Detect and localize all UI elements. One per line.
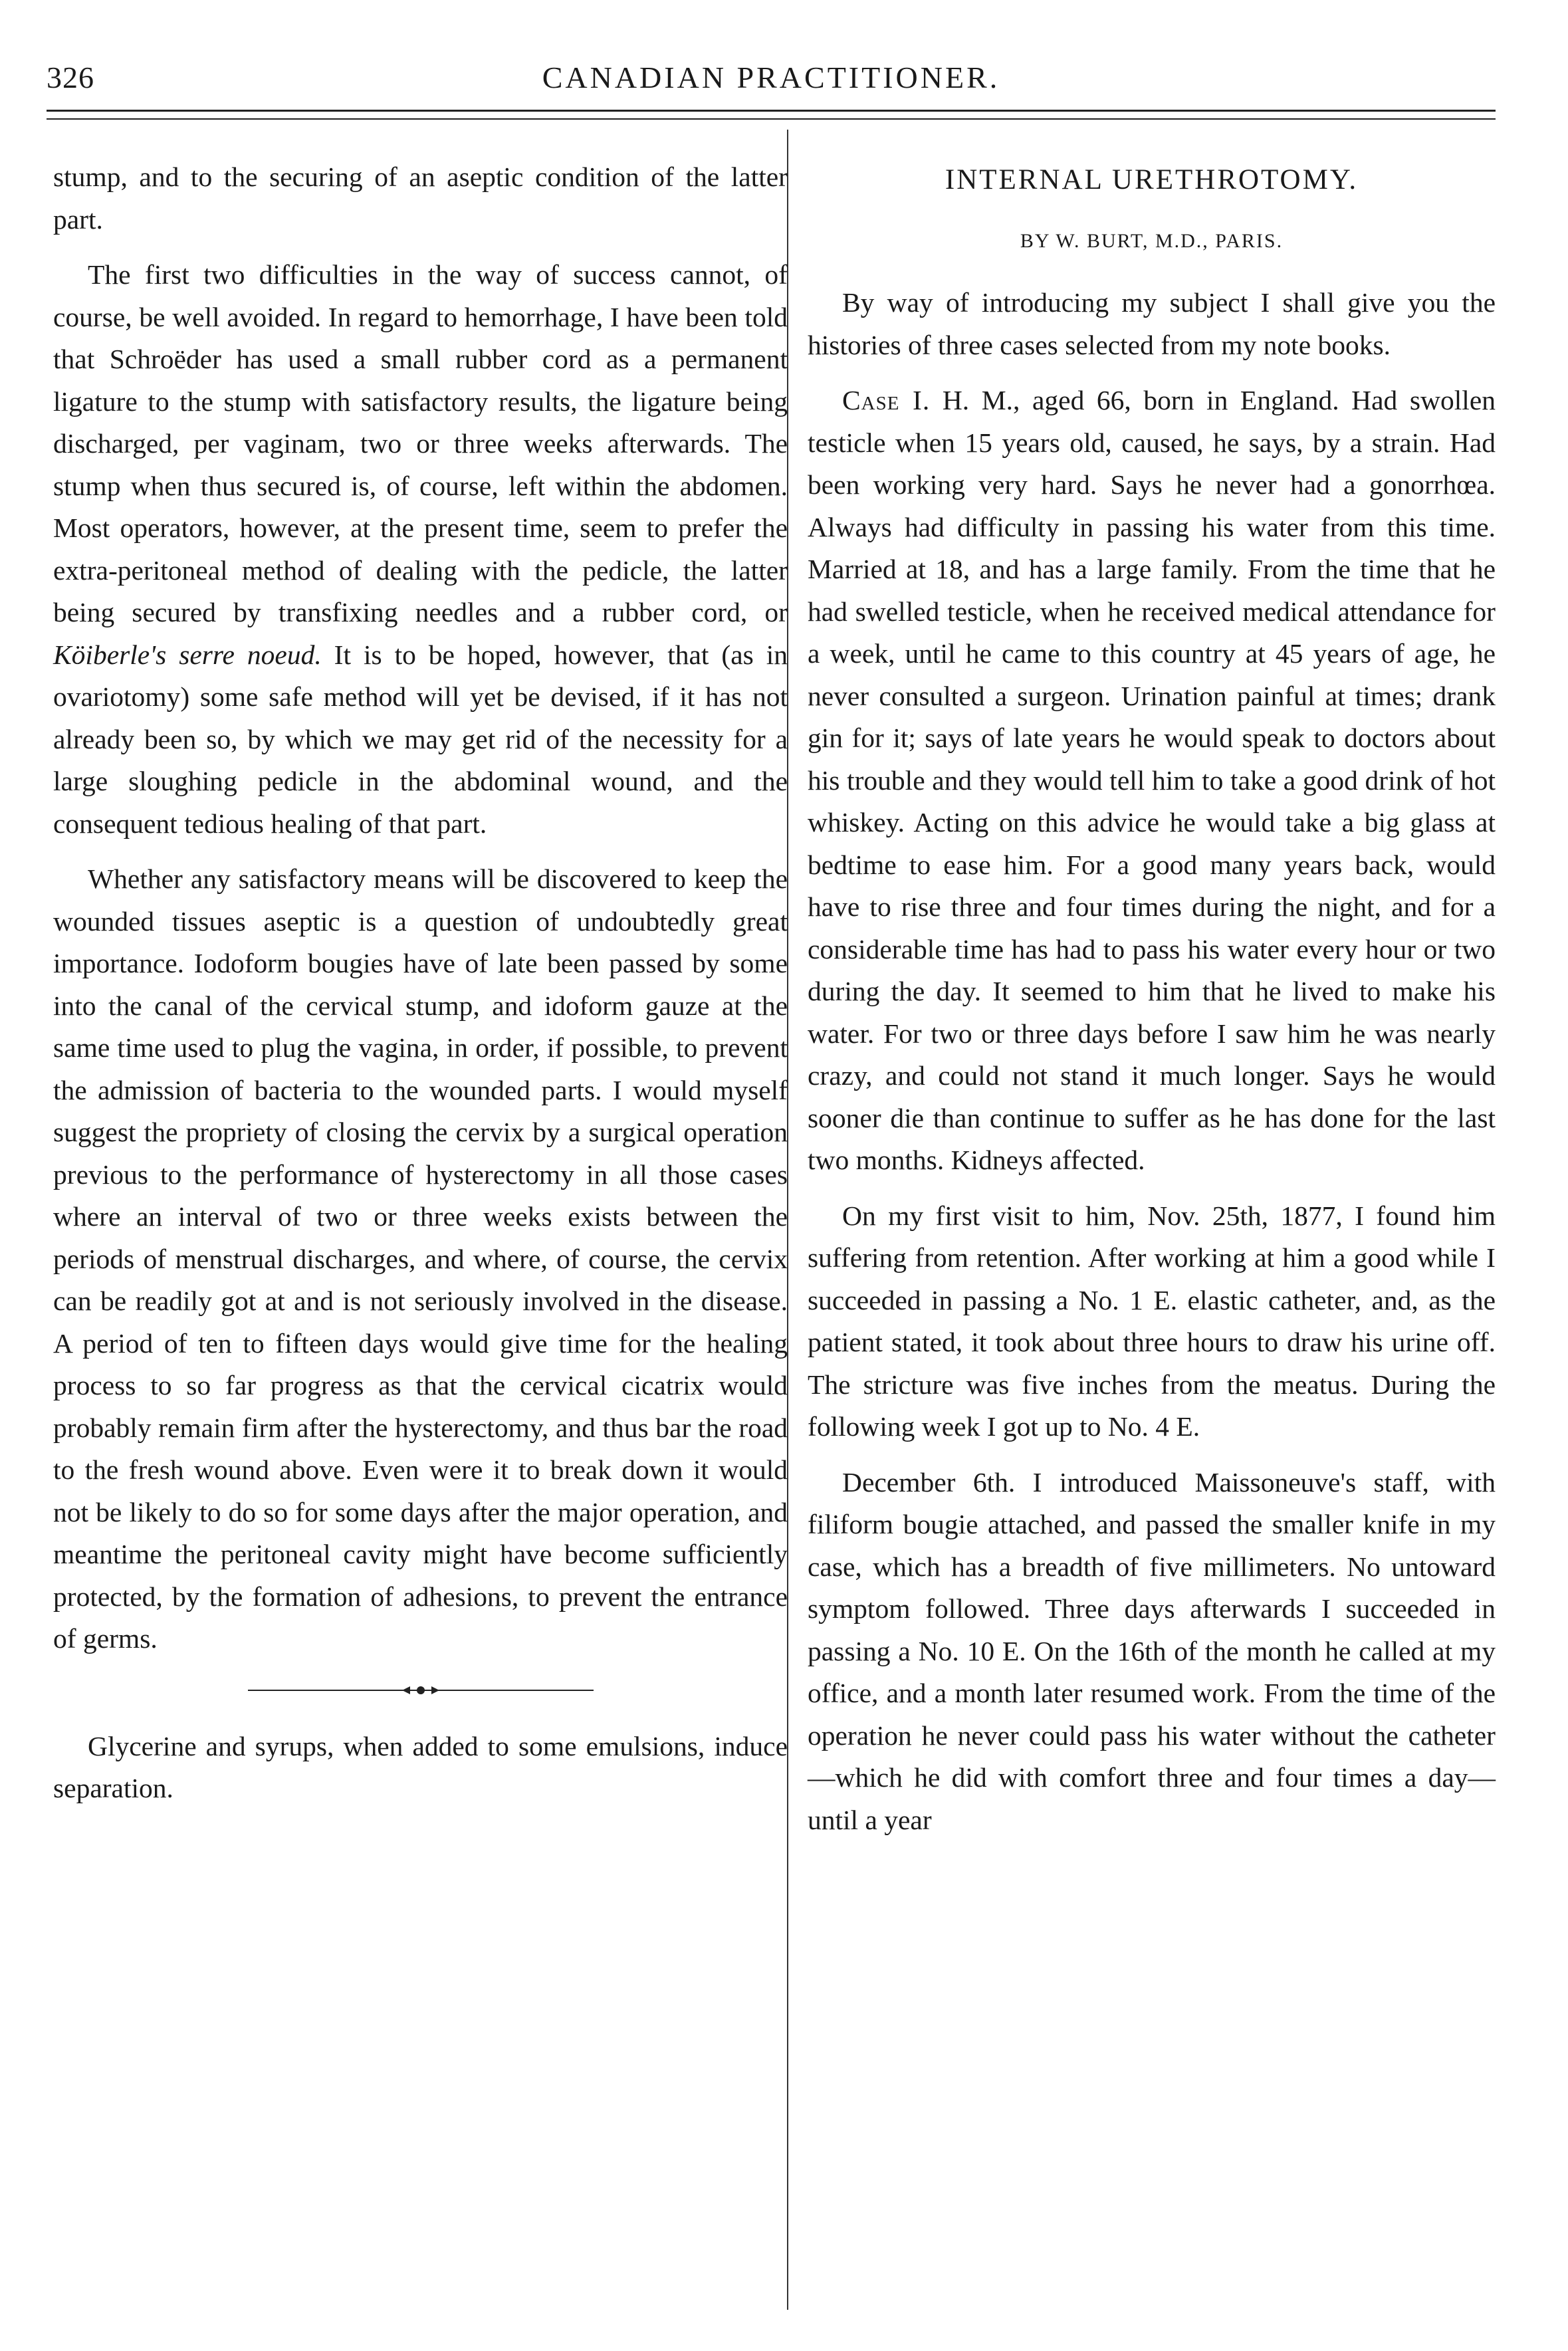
paragraph-case-one (808, 380, 1496, 1182)
paragraph-intro: By way of introducing my subject I shall give you the histories of three cases selected from my note books. (808, 287, 1496, 360)
paragraph-continued: stump, and to the securing of an aseptic condition of the latter part. (53, 162, 788, 235)
page-number: 326 (47, 60, 94, 94)
right-column (808, 156, 1496, 1854)
paragraph-text: The first two difficulties in the way of success cannot, of course, be well avoided. In regard to hemorrhage, I have been told that Schroëder has used a small rubber cord as a permanent ligature to the stump with satisfactory results, the ligature being discharged, per vaginam, two or three weeks afterwards. The stump when thus secured is, of course, left within the abdomen. Most operators, however, at the present time, seem to prefer the extra-peritoneal method of dealing with the pedicle, the latter being secured by transfixing needles and a rubber cord, or (53, 259, 788, 627)
case-text: H. M., aged 66, born in England. Had swollen testicle when 15 years old, caused, he says, by a strain. Had been working very hard. Says he never had a gonorrhœa. Always had difficulty in passing his water from this time. Married at 18, and has a large family. From the time that he had swelled testicle, when he received medical attendance for a week, until he came to this country at 45 years of age, he never consulted a surgeon. Urination painful at times; drank gin for it; says of late years he would speak to doctors about his trouble and they would tell him to take a good drink of hot whiskey. Acting on this advice he would take a big glass at bedtime to ease him. For a good many years back, would have to rise three and four times during the night, and for a considerable time has had to pass his water every hour or two during the day. It seemed to him that he lived to make his water. For two or three days before I saw him he was nearly crazy, and could not stand it much longer. Says he would sooner die than continue to suffer as he has done for the last two months. Kidneys affected. (808, 385, 1496, 1175)
paragraph-december: December 6th. I introduced Maissoneuve's staff, with filiform bougie attached, and passed the smaller knife in my case, which has a breadth of five millimeters. No untoward symptom followed. Three days afterwards I succeeded in passing a No. 10 E. On the 16th of the month he called at my office, and a month later resumed work. From the time of the operation he never could pass his water without the catheter—which he did with comfort three and four times a day—until a year (808, 1466, 1496, 1835)
section-divider-ornament-icon (248, 1680, 594, 1700)
italic-term: Köiberle's serre noeud. (53, 639, 322, 670)
paragraph-first-visit: On my first visit to him, Nov. 25th, 1877, I found him suffering from retention. After working at him a good while I succeeded in passing a No. 1 E. elastic catheter, and, as the patient stated, it took about three hours to draw his urine off. The stricture was five inches from the meatus. During the following week I got up to No. 4 E. (808, 1200, 1496, 1442)
article-byline: BY W. BURT, M.D., PARIS. (1020, 229, 1284, 252)
case-label: Case I. (842, 385, 931, 415)
running-title: CANADIAN PRACTITIONER. (542, 60, 1000, 94)
header-rule-secondary (47, 118, 1496, 120)
header-rule (47, 110, 1496, 112)
page-header (47, 53, 1496, 106)
paragraph-text-continued: It is to be hoped, however, that (as in ovariotomy) some safe method will yet be devised, if it has not already been so, by which we may get rid of the necessity for a large sloughing pedicle in the abdominal wound, and the consequent tedious healing of that part. (53, 639, 788, 839)
paragraph-aseptic: Whether any satisfactory means will be discovered to keep the wounded tissues aseptic is a question of undoubtedly great importance. Iodoform bougies have of late been passed by some into the canal of the cervical stump, and idoform gauze at the same time used to plug the vagina, in order, if possible, to prevent the admission of bacteria to the wounded parts. I would myself suggest the propriety of closing the cervix by a surgical operation previous to the performance of hysterectomy in all those cases where an interval of two or three weeks exists between the periods of menstrual discharges, and where, of course, the cervix can be readily got at and is not seriously involved in the disease. A period of ten to fifteen days would give time for the healing process to so far progress as that the cervical cicatrix would probably remain firm after the hysterectomy, and thus bar the road to the fresh wound above. Even were it to break down it would not be likely to do so for some days after the major operation, and meantime the peritoneal cavity might have become sufficiently protected, by the formation of adhesions, to prevent the entrance of germs. (53, 863, 788, 1654)
paragraph-difficulties (53, 254, 788, 845)
left-column (53, 156, 788, 1823)
article-title: INTERNAL URETHROTOMY. (945, 164, 1359, 195)
paragraph-glycerine: Glycerine and syrups, when added to some emulsions, induce separation. (53, 1730, 788, 1803)
